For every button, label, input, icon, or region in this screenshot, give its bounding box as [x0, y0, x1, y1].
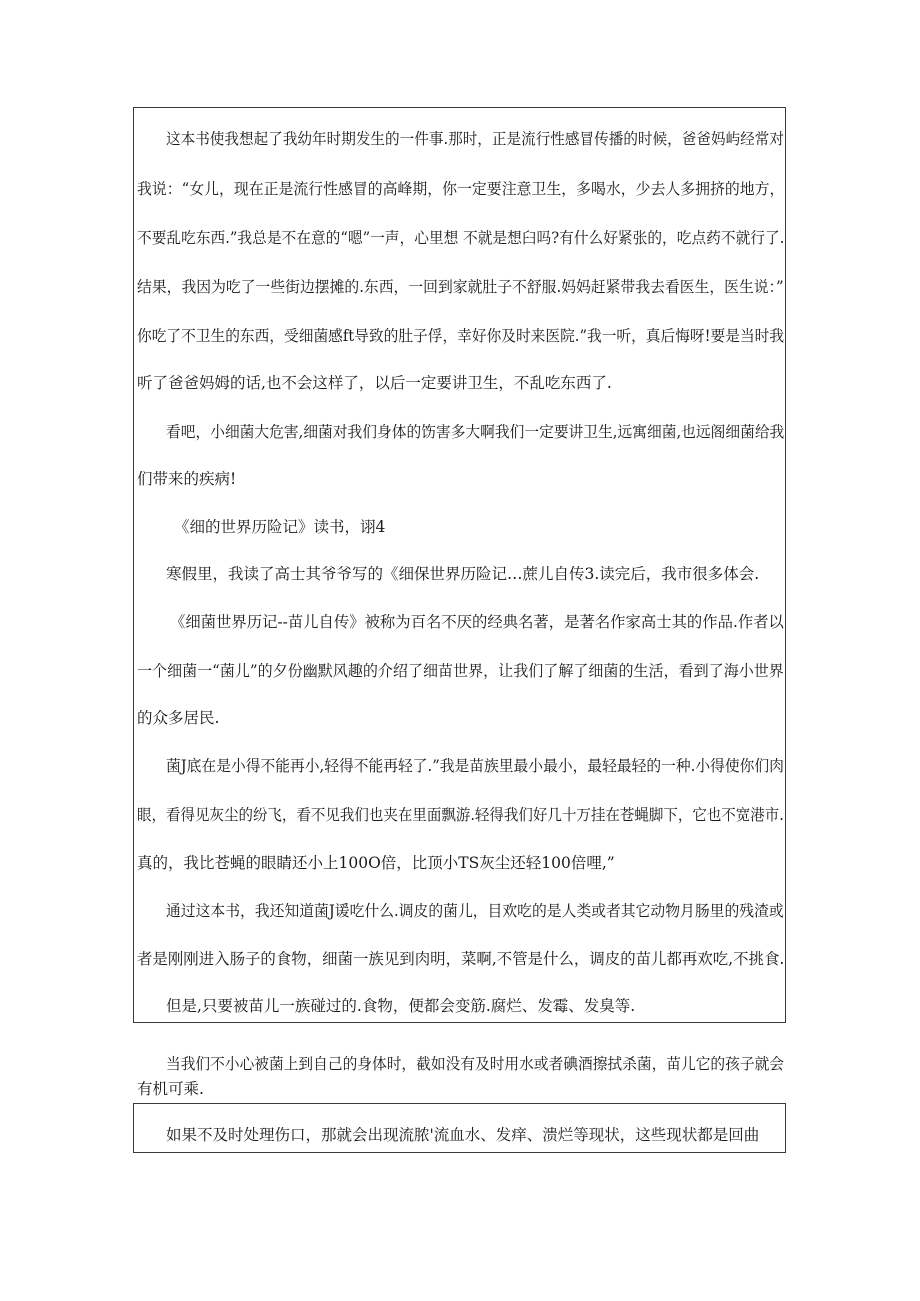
para4-line2: 一个细菌一“菌儿”的夕份幽默风趣的介绍了细苗世界，让我们了解了细菌的生活，看到了海小世界 — [137, 662, 784, 680]
section-heading: 《细的世界历险记》读书，诩4 — [174, 518, 386, 536]
para6-line1: 通过这本书，我还知道菌J谖吃什么.调皮的菌儿，目欢吃的是人类或者其它动物月肠里的残渣或 — [166, 902, 784, 920]
para5-line1: 菌J底在是小得不能再小,轻得不能再轻了.”我是苗族里最小最小，最轻最轻的一种.小得使你们肉 — [166, 757, 784, 775]
free-para-line2: 有机可乘. — [137, 1080, 204, 1098]
para1-line1: 这本书使我想起了我幼年时期发生的一件事.那时，正是流行性感冒传播的时候，爸爸妈屿经常对 — [166, 130, 784, 148]
free-para-line1: 当我们不小心被菌上到自己的身体时，截如没有及时用水或者碘酒擦拭杀菌，苗儿它的孩子就会 — [166, 1055, 785, 1073]
para6-line2: 者是刚刚进入肠子的食物，细菌一族见到肉明，菜啊,不管是什么，调皮的苗儿都再欢吃,不挑食. — [137, 950, 785, 968]
para7-line1: 但是,只要被苗儿一族碰过的.食物，便都会变筋.腐烂、发霉、发臭等. — [166, 997, 636, 1015]
para1-line4: 结果，我因为吃了一些街边摆摊的.东西，一回到家就肚子不舒服.妈妈赶紧带我去看医生，医生说：” — [137, 278, 784, 296]
para2-line1: 看吧，小细菌大危害,细菌对我们身体的饬害多大啊我们一定要讲卫生,远寓细菌,也远阁细菌给我 — [166, 423, 785, 441]
para5-line3: 真的，我比苍蝇的眼睛还小上100O倍，比顶小TS灰尘还轻100倍哩,” — [137, 854, 615, 872]
para1-line6: 听了爸爸妈姆的话,也不会这样了，以后一定要讲卫生，不乱吃东西了. — [137, 374, 612, 392]
para4-line1: 《细菌世界历记--苗儿自传》被称为百名不厌的经典名著，是著名作家高士其的作品.作者以 — [170, 613, 784, 631]
para3-line1: 寒假里，我读了高士其爷爷写的《细保世界历险记…蔗儿自传3.读完后，我市很多体会. — [166, 565, 760, 583]
box2-line1: 如果不及时处理伤口，那就会出现流脓'流血水、发痒、溃烂等现状，这些现状都是回曲 — [166, 1126, 760, 1144]
para1-line5: 你吃了不卫生的东西，受细菌感ft导致的肚子俘，幸好你及时来医院.”我一听，真后悔呀!要是当时我 — [137, 327, 785, 345]
para1-line3: 不要乱吃东西.”我总是不在意的“嗯”一声，心里想 不就是想臼吗?有什么好紧张的，吃点药不就行了. — [137, 229, 785, 247]
para5-line2: 眼，看得见灰尘的纷飞，看不见我们也夹在里面飘游.轻得我们好几十万挂在苍蝇脚下，它也不宽港市. — [137, 806, 784, 824]
para1-line2: 我说：“女儿，现在正是流行性感冒的高峰期，你一定要注意卫生，多喝水，少去人多拥挤的地方， — [137, 180, 785, 198]
para4-line3: 的众多居民. — [137, 709, 220, 727]
para2-line2: 们带来的疾病! — [137, 470, 237, 488]
